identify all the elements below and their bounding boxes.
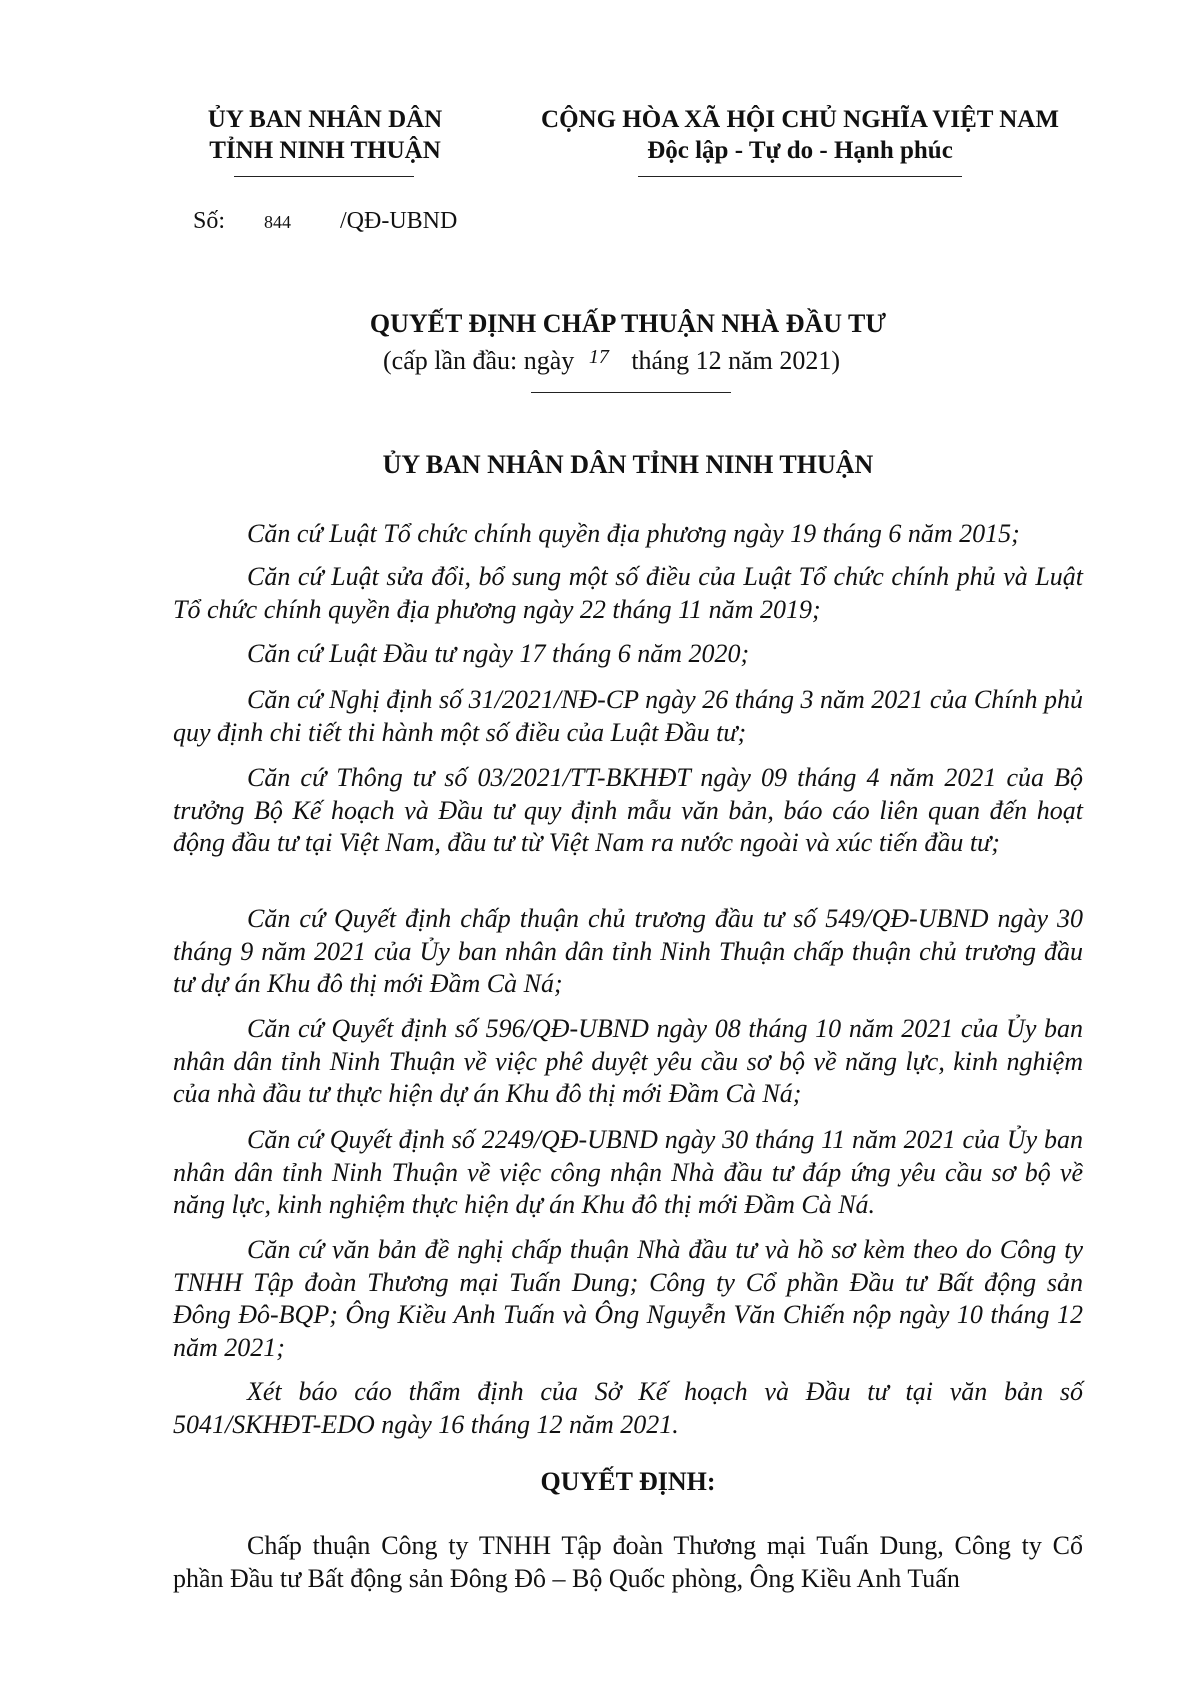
nation-motto: Độc lập - Tự do - Hạnh phúc — [647, 137, 953, 164]
preamble-item: Căn cứ văn bản đề nghị chấp thuận Nhà đầu tư và hồ sơ kèm theo do Công ty TNHH Tập đoàn Thương mại Tuấn Dung; Công ty Cổ phần Đầu tư Bất động sản Đông Đô-BQP; Ông Kiều Anh Tuấn và Ông Nguyễn Văn Chiến nộp ngày 10 tháng 12 năm 2021; — [173, 1235, 1083, 1362]
preamble-item: Xét báo cáo thẩm định của Sở Kế hoạch và Đầu tư tại văn bản số 5041/SKHĐT-EDO ngày 16 tháng 12 năm 2021. — [173, 1377, 1083, 1439]
decision-subtitle — [383, 346, 840, 376]
preamble-item: Căn cứ Luật Đầu tư ngày 17 tháng 6 năm 2020; — [247, 639, 750, 668]
doc-number-suffix: /QĐ-UBND — [340, 208, 458, 234]
agency-name-line1: ỦY BAN NHÂN DÂN — [207, 106, 443, 133]
decision-title: QUYẾT ĐỊNH CHẤP THUẬN NHÀ ĐẦU TƯ — [369, 309, 887, 338]
preamble-item: Căn cứ Quyết định chấp thuận chủ trương đầu tư số 549/QĐ-UBND ngày 30 tháng 9 năm 2021 của Ủy ban nhân dân tỉnh Ninh Thuận chấp thuận chủ trương đầu tư dự án Khu đô thị mới Đầm Cà Ná; — [173, 904, 1083, 998]
subtitle-prefix: (cấp lần đầu: ngày — [383, 346, 575, 375]
subtitle-suffix: tháng 12 năm 2021) — [631, 346, 840, 375]
doc-number-value: 844 — [264, 212, 291, 232]
body-paragraph: Chấp thuận Công ty TNHH Tập đoàn Thương mại Tuấn Dung, Công ty Cổ phần Đầu tư Bất động sản Đông Đô – Bộ Quốc phòng, Ông Kiều Anh Tuấn — [173, 1531, 1083, 1593]
agency-name-line2: TỈNH NINH THUẬN — [209, 137, 441, 164]
preamble-item: Căn cứ Quyết định số 2249/QĐ-UBND ngày 30 tháng 11 năm 2021 của Ủy ban nhân dân tỉnh Ninh Thuận về việc công nhận Nhà đầu tư đáp ứng yêu cầu sơ bộ về năng lực, kinh nghiệm thực hiện dự án Khu đô thị mới Đầm Cà Ná. — [173, 1125, 1083, 1219]
preamble-item: Căn cứ Thông tư số 03/2021/TT-BKHĐT ngày 09 tháng 4 năm 2021 của Bộ trưởng Bộ Kế hoạch và Đầu tư quy định mẫu văn bản, báo cáo liên quan đến hoạt động đầu tư tại Việt Nam, đầu tư từ Việt Nam ra nước ngoài và xúc tiến đầu tư; — [173, 763, 1083, 857]
preamble-item: Căn cứ Luật Tổ chức chính quyền địa phương ngày 19 tháng 6 năm 2015; — [247, 519, 1020, 548]
nation-name: CỘNG HÒA XÃ HỘI CHỦ NGHĨA VIỆT NAM — [541, 106, 1059, 133]
authority-heading: ỦY BAN NHÂN DÂN TỈNH NINH THUẬN — [382, 450, 874, 479]
subtitle-day: 17 — [588, 346, 609, 368]
preamble-item: Căn cứ Nghị định số 31/2021/NĐ-CP ngày 26 tháng 3 năm 2021 của Chính phủ quy định chi tiết thi hành một số điều của Luật Đầu tư; — [173, 685, 1083, 747]
doc-number-label: Số: — [193, 208, 226, 234]
title-underline — [531, 392, 731, 393]
decision-heading: QUYẾT ĐỊNH: — [540, 1467, 716, 1496]
preamble-item: Căn cứ Luật sửa đổi, bổ sung một số điều của Luật Tổ chức chính phủ và Luật Tổ chức chính quyền địa phương ngày 22 tháng 11 năm 2019; — [173, 562, 1083, 624]
preamble-item: Căn cứ Quyết định số 596/QĐ-UBND ngày 08 tháng 10 năm 2021 của Ủy ban nhân dân tỉnh Ninh Thuận về việc phê duyệt yêu cầu sơ bộ về năng lực, kinh nghiệm của nhà đầu tư thực hiện dự án Khu đô thị mới Đầm Cà Ná; — [173, 1014, 1083, 1108]
motto-underline — [638, 176, 962, 177]
agency-underline — [234, 176, 414, 177]
